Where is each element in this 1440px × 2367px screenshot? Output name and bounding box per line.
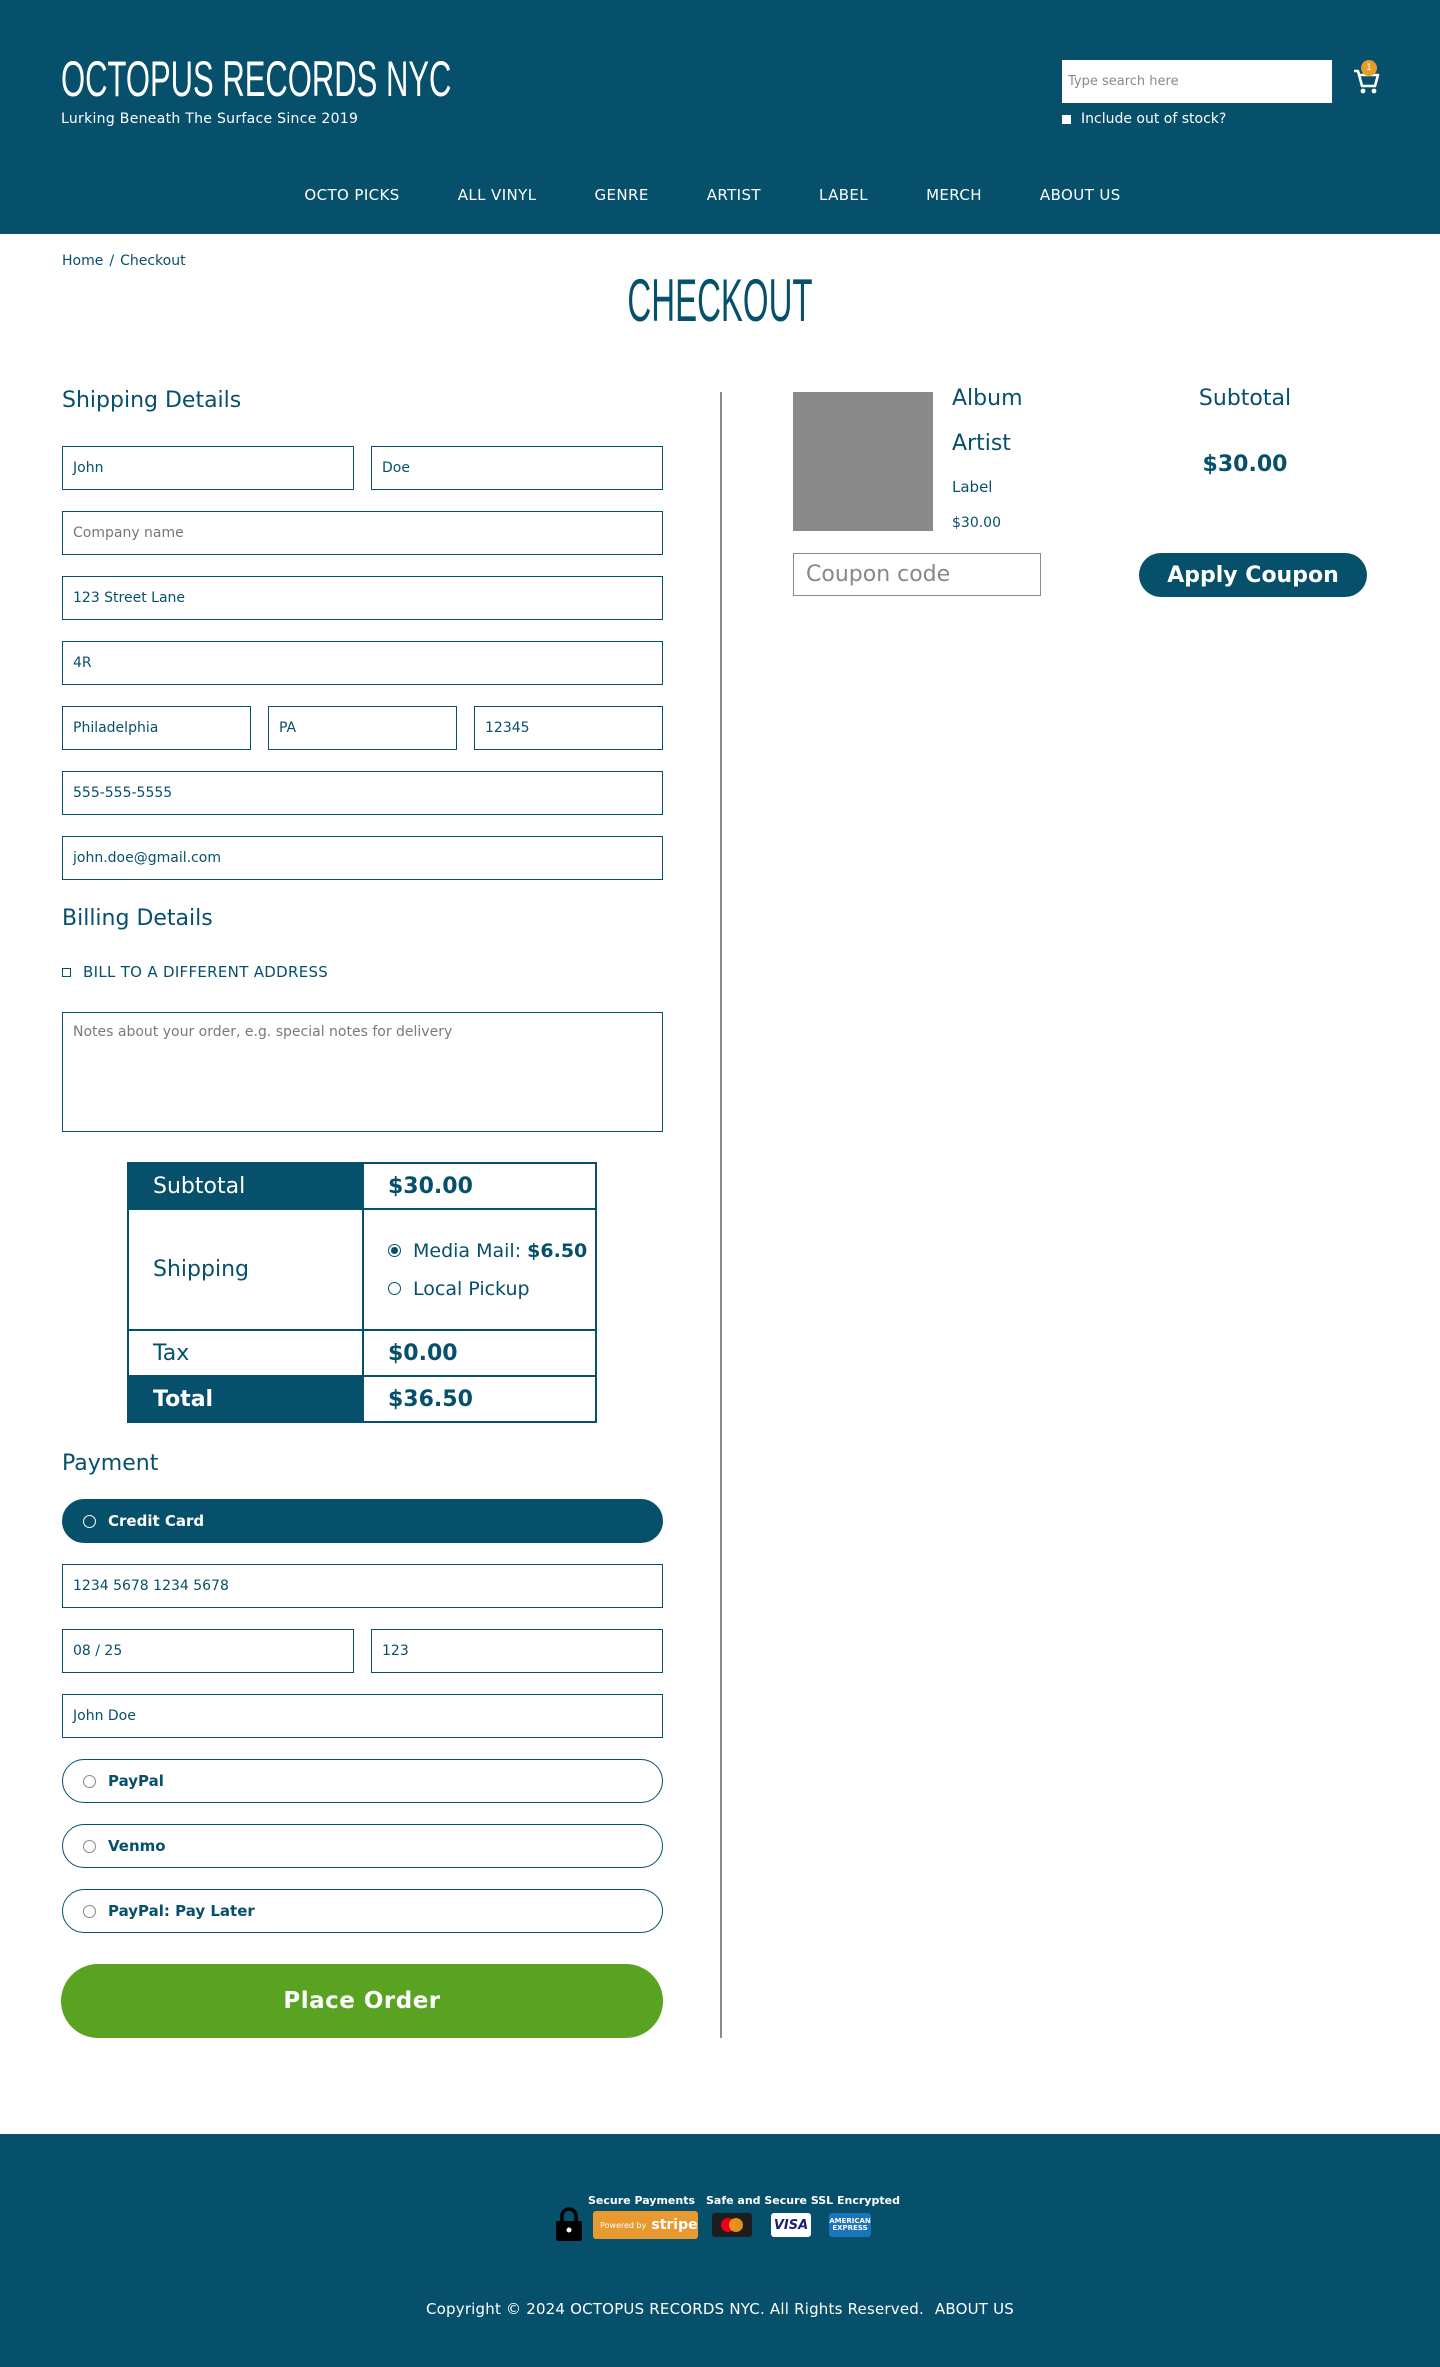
ssl-encrypted-text: Safe and Secure SSL Encrypted	[706, 2194, 900, 2207]
totals-shipping-label: Shipping	[128, 1209, 363, 1330]
payment-option-paypal[interactable]	[62, 1759, 663, 1803]
totals-tax-label: Tax	[128, 1330, 363, 1376]
totals-row-subtotal	[128, 1163, 596, 1209]
paypal-radio[interactable]	[83, 1775, 96, 1788]
local-pickup-radio[interactable]	[388, 1282, 401, 1295]
album-thumbnail	[793, 392, 933, 531]
shipping-details-heading: Shipping Details	[62, 388, 242, 413]
credit-card-label: Credit Card	[108, 1512, 205, 1530]
payment-option-credit-card[interactable]	[62, 1499, 663, 1543]
totals-row-shipping	[128, 1209, 596, 1330]
site-tagline: Lurking Beneath The Surface Since 2019	[61, 111, 359, 127]
copyright-text: Copyright © 2024 OCTOPUS RECORDS NYC. All Rights Reserved.	[425, 2300, 924, 2318]
amex-icon: AMERICAN EXPRESS	[829, 2213, 871, 2237]
first-name-field[interactable]: John	[62, 446, 354, 490]
cart-item-price: $30.00	[952, 515, 1001, 531]
visa-icon: VISA	[771, 2213, 811, 2237]
bill-different-address-label: BILL TO A DIFFERENT ADDRESS	[83, 963, 329, 981]
credit-card-radio[interactable]	[83, 1515, 96, 1528]
apply-coupon-button[interactable]: Apply Coupon	[1139, 553, 1367, 597]
include-out-of-stock-label: Include out of stock?	[1081, 111, 1227, 127]
cart-item-label: Label	[952, 478, 993, 496]
lock-icon	[553, 2206, 585, 2242]
paypal-pay-later-radio[interactable]	[83, 1905, 96, 1918]
payment-heading: Payment	[62, 1451, 159, 1476]
paypal-pay-later-label: PayPal: Pay Later	[108, 1902, 255, 1920]
last-name-field[interactable]: Doe	[371, 446, 663, 490]
bill-different-address-toggle[interactable]	[62, 963, 328, 981]
stripe-logo-text: stripe	[651, 2217, 698, 2233]
site-footer	[0, 2134, 1440, 2367]
shipping-option-local-pickup[interactable]	[388, 1270, 595, 1308]
media-mail-price: $6.50	[527, 1239, 588, 1262]
city-field[interactable]: Philadelphia	[62, 706, 251, 750]
cart-subtotal-value: $30.00	[1202, 452, 1288, 477]
search-input[interactable]	[1062, 60, 1332, 103]
card-number-field[interactable]: 1234 5678 1234 5678	[62, 1564, 663, 1608]
column-divider	[720, 392, 722, 2038]
include-out-of-stock-toggle[interactable]	[1062, 111, 1226, 127]
site-header	[0, 0, 1440, 234]
totals-subtotal-label: Subtotal	[128, 1163, 363, 1209]
nav-label[interactable]: LABEL	[818, 186, 869, 204]
card-expiry-field[interactable]: 08 / 25	[62, 1629, 354, 1673]
payment-option-paypal-pay-later[interactable]	[62, 1889, 663, 1933]
email-field[interactable]: john.doe@gmail.com	[62, 836, 663, 880]
state-field[interactable]: PA	[268, 706, 457, 750]
address-line2-field[interactable]: 4R	[62, 641, 663, 685]
nav-all-vinyl[interactable]: ALL VINYL	[457, 186, 537, 204]
cardholder-name-field[interactable]: John Doe	[62, 1694, 663, 1738]
nav-genre[interactable]: GENRE	[594, 186, 649, 204]
powered-by-text: Powered by	[600, 2220, 647, 2230]
shipping-option-media-mail[interactable]	[388, 1232, 595, 1270]
place-order-button[interactable]: Place Order	[61, 1964, 663, 2038]
secure-payment-badges	[552, 2194, 900, 2244]
totals-total-label: Total	[128, 1376, 363, 1422]
totals-row-tax	[128, 1330, 596, 1376]
paypal-label: PayPal	[108, 1772, 164, 1790]
cart-subtotal-heading: Subtotal	[1198, 386, 1292, 411]
cart-count-badge: 1	[1361, 60, 1377, 76]
footer-about-us-link[interactable]: ABOUT US	[934, 2300, 1015, 2318]
cart-item-album[interactable]: Album	[952, 386, 1023, 411]
totals-tax-value: $0.00	[363, 1330, 596, 1376]
totals-subtotal-value: $30.00	[363, 1163, 596, 1209]
breadcrumb-home[interactable]: Home	[62, 253, 104, 269]
order-notes-textarea[interactable]: Notes about your order, e.g. special notes for delivery	[62, 1012, 663, 1132]
venmo-label: Venmo	[108, 1837, 166, 1855]
stripe-badge	[593, 2211, 698, 2239]
venmo-radio[interactable]	[83, 1840, 96, 1853]
bill-different-address-checkbox[interactable]	[62, 968, 71, 977]
coupon-code-input[interactable]: Coupon code	[793, 553, 1041, 596]
local-pickup-label: Local Pickup	[413, 1277, 530, 1300]
secure-payments-text: Secure Payments	[588, 2194, 696, 2207]
nav-octo-picks[interactable]: OCTO PICKS	[304, 186, 400, 204]
shipping-options	[363, 1209, 596, 1330]
main-nav	[0, 180, 1440, 210]
totals-row-total	[128, 1376, 596, 1422]
include-out-of-stock-checkbox[interactable]	[1062, 115, 1071, 124]
breadcrumb	[62, 253, 186, 269]
breadcrumb-separator: /	[109, 253, 115, 269]
cart-item-artist[interactable]: Artist	[952, 431, 1011, 456]
nav-about-us[interactable]: ABOUT US	[1039, 186, 1121, 204]
media-mail-label: Media Mail:	[413, 1239, 522, 1262]
media-mail-radio[interactable]	[388, 1244, 401, 1257]
billing-details-heading: Billing Details	[62, 906, 213, 931]
company-name-field[interactable]: Company name	[62, 511, 663, 555]
page-title: CHECKOUT	[627, 267, 813, 334]
nav-artist[interactable]: ARTIST	[706, 186, 761, 204]
phone-field[interactable]: 555-555-5555	[62, 771, 663, 815]
breadcrumb-current[interactable]: Checkout	[120, 253, 186, 269]
nav-merch[interactable]: MERCH	[926, 186, 982, 204]
mastercard-icon	[712, 2213, 752, 2237]
address-line1-field[interactable]: 123 Street Lane	[62, 576, 663, 620]
zip-field[interactable]: 12345	[474, 706, 663, 750]
totals-total-value: $36.50	[363, 1376, 596, 1422]
copyright	[0, 2300, 1440, 2318]
order-totals-table	[127, 1162, 597, 1423]
card-cvc-field[interactable]: 123	[371, 1629, 663, 1673]
site-logo[interactable]: OCTOPUS RECORDS NYC	[61, 51, 452, 107]
payment-option-venmo[interactable]	[62, 1824, 663, 1868]
